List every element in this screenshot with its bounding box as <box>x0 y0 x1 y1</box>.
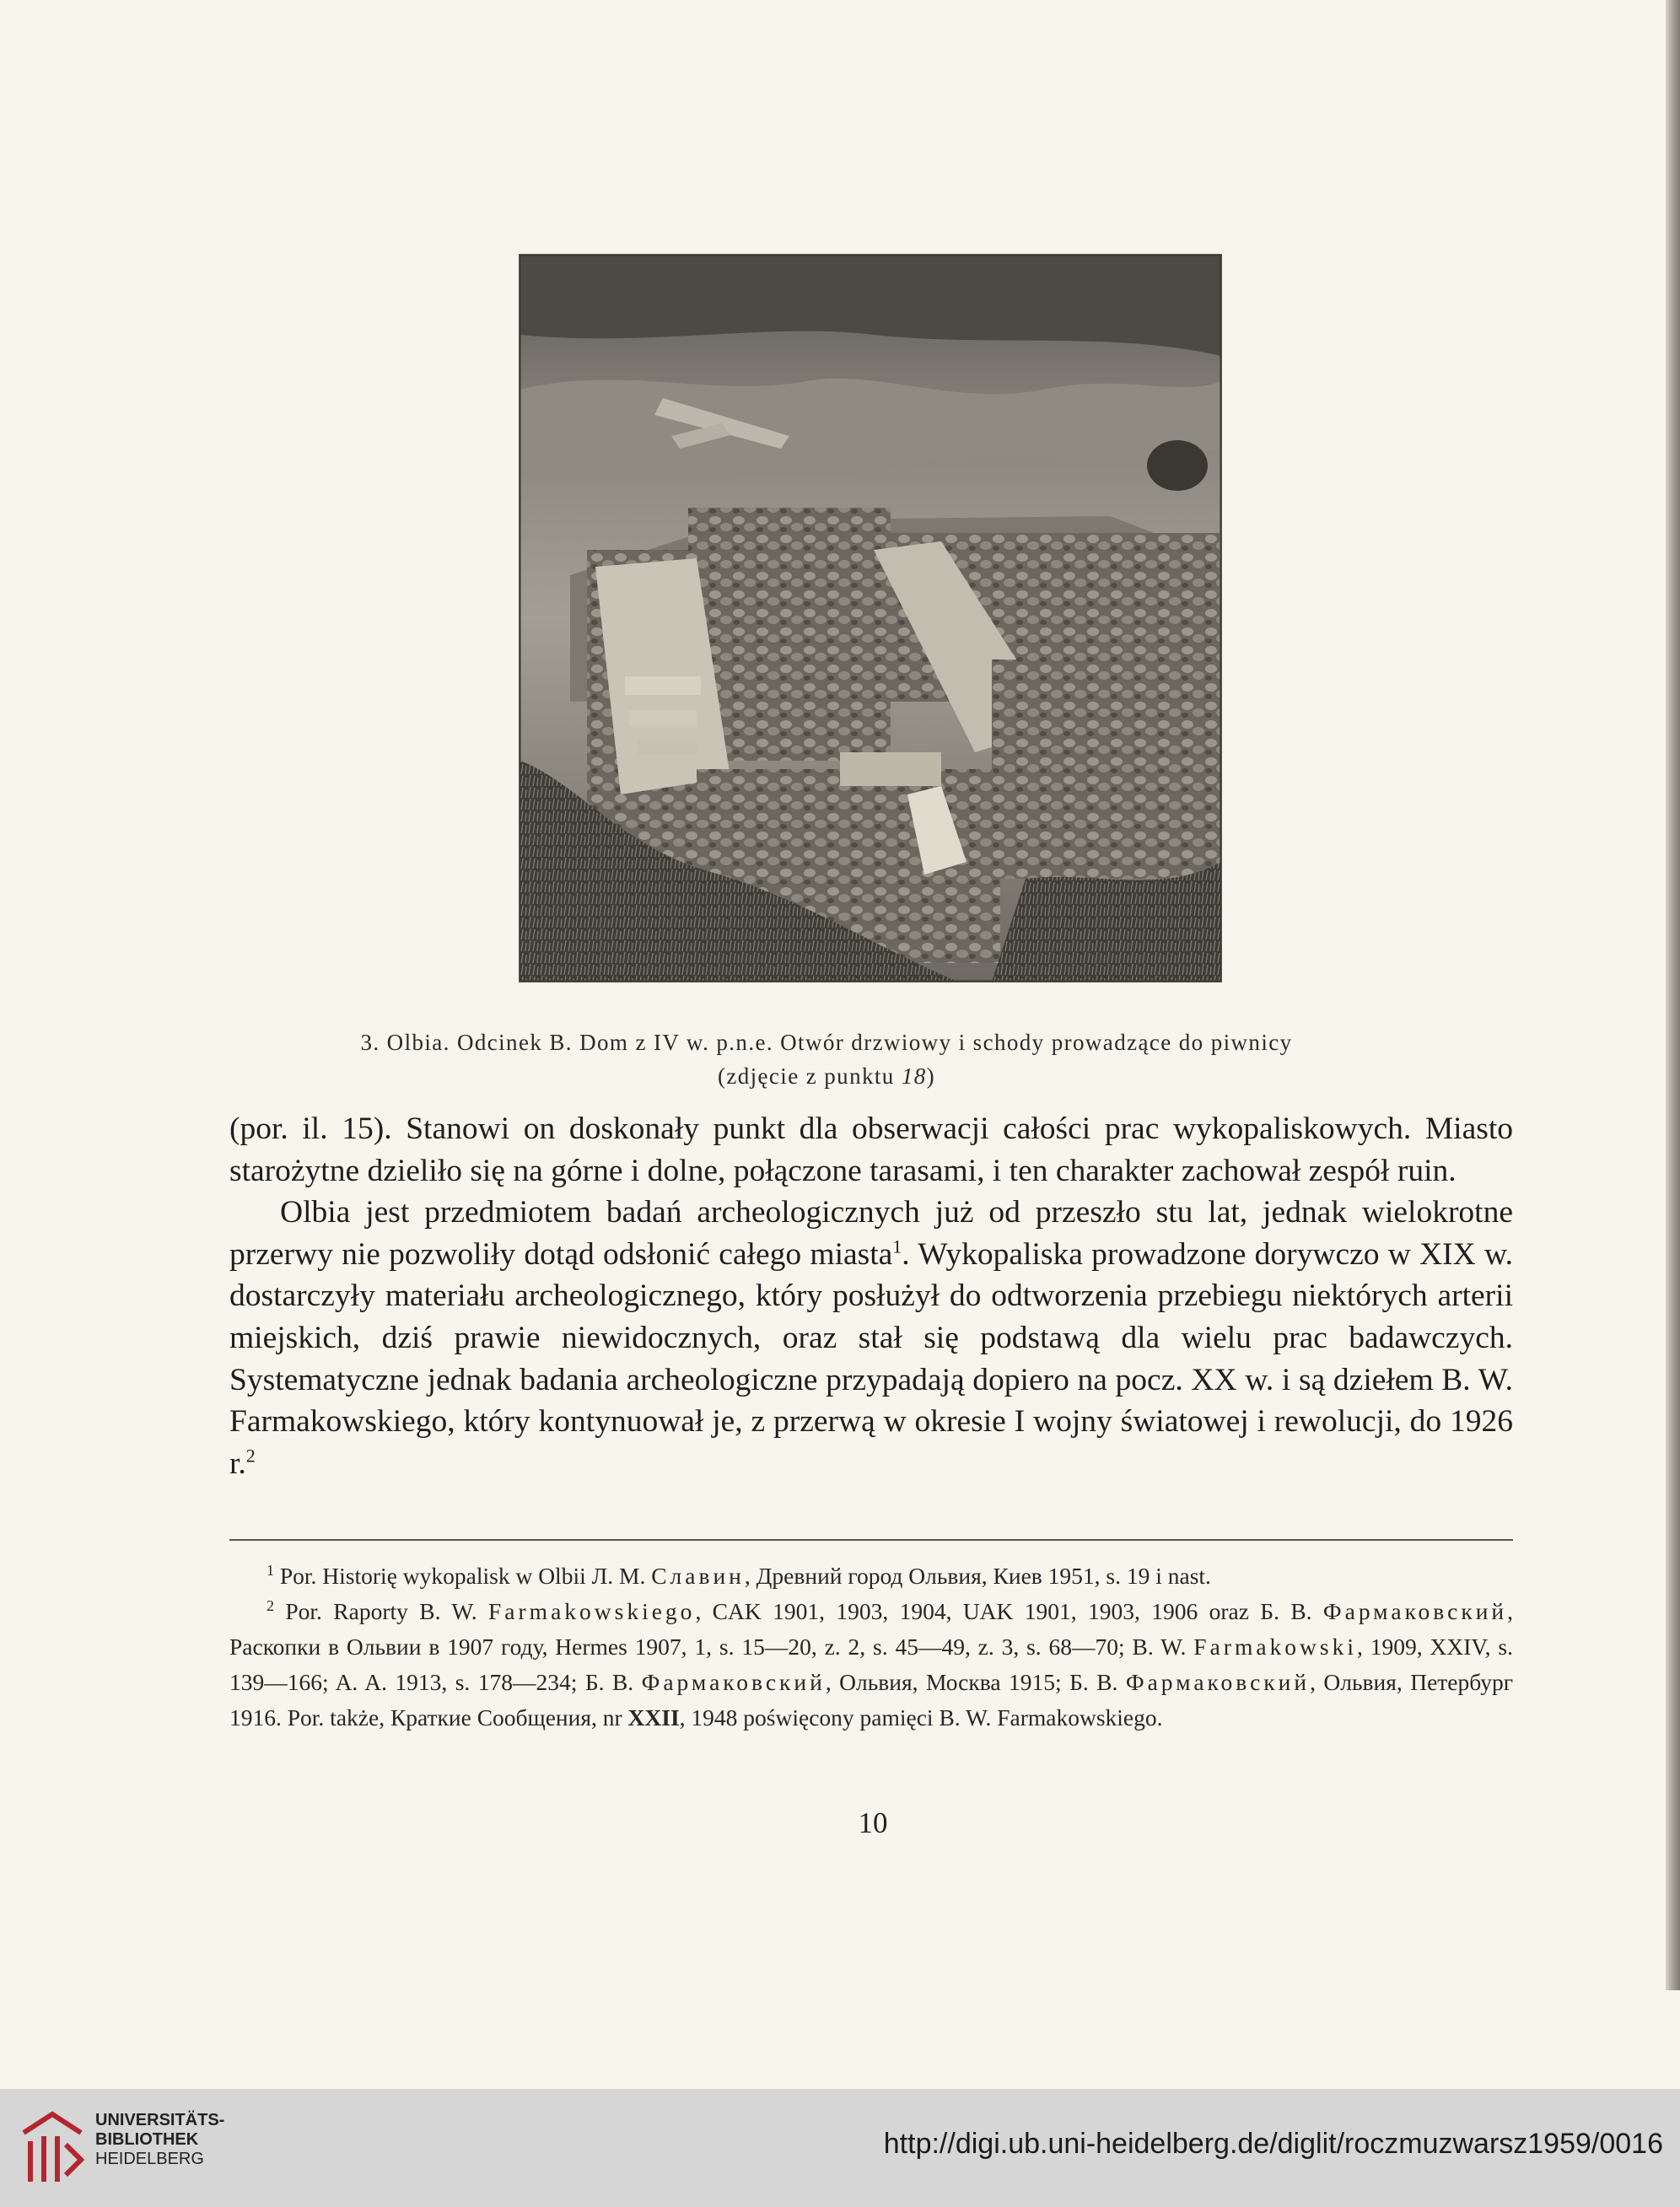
body-text <box>229 1108 1513 1484</box>
footer-bar <box>0 2089 1680 2207</box>
footnote-2-author-1: Farmakowskiego <box>488 1598 696 1624</box>
caption-line-2-end: ) <box>926 1063 936 1089</box>
footnote-1-text-b: , Древний город Ольвия, Киев 1951, s. 19 i nast. <box>744 1563 1211 1589</box>
library-name-line-1: UNIVERSITÄTS- <box>95 2111 225 2129</box>
footnote-1-number: 1 <box>267 1561 274 1579</box>
footnote-2-text-b: , CAK 1901, 1903, 1904, UAK 1901, 1903, 1906 oraz Б. В. <box>695 1598 1323 1624</box>
figure-caption <box>211 1025 1442 1093</box>
library-name-line-2: BIBLIOTHEK <box>95 2130 199 2149</box>
footnote-2-issue-number: XXII <box>627 1704 680 1731</box>
page-edge <box>1666 0 1680 1990</box>
footnote-2-text-a: Por. Raporty B. W. <box>285 1598 489 1624</box>
excavation-photo <box>520 255 1221 982</box>
footnote-2-author-4: Фармаковский <box>641 1669 826 1695</box>
caption-line-1: 3. Olbia. Odcinek B. Dom z IV w. p.n.e. Otwór drzwiowy i schody prowadzące do piwnicy <box>360 1030 1293 1055</box>
footnote-2 <box>229 1594 1513 1736</box>
footnote-2-text-f: , Ольвия, Петербург 1916. Por. także, Краткие Сообщения, nr <box>229 1669 1513 1731</box>
library-logo-icon[interactable] <box>19 2107 86 2188</box>
footnote-2-text-c: , Раскопки в Ольвии в 1907 году, Hermes 1907, 1, s. 15—20, z. 2, s. 45—49, z. 3, s. 68—70; B. W. <box>229 1598 1514 1660</box>
footnote-2-number: 2 <box>267 1596 274 1614</box>
footnote-2-author-3: Farmakowski <box>1193 1634 1358 1660</box>
footnote-1-text-a: Por. Historię wykopalisk w Olbii Л. М. <box>279 1563 652 1589</box>
footnote-2-text-g: , 1948 poświęcony pamięci B. W. Farmakowskiego. <box>679 1704 1163 1731</box>
footnote-2-author-5: Фармаковский <box>1125 1669 1311 1695</box>
caption-line-2-start: (zdjęcie z punktu <box>717 1063 902 1089</box>
body-paragraph-2-part-a: Olbia jest przedmiotem badań archeologicznych już od przeszło stu lat, jednak wielokrotne przerwy nie pozwoliły dotąd odsłonić całego miasta <box>229 1195 1513 1272</box>
caption-line-2 <box>211 1059 1442 1093</box>
library-name-line-3: HEIDELBERG <box>95 2150 204 2168</box>
footnote-1-author: Славин <box>651 1563 745 1589</box>
footnotes <box>229 1558 1513 1736</box>
footnote-1 <box>229 1558 1513 1594</box>
body-paragraph-2 <box>229 1192 1513 1484</box>
body-paragraph-2-part-b: . Wykopaliska prowadzone dorywczo w XIX w. dostarczyły materiału archeologicznego, który posłużył do odtworzenia przebiegu niektórych arterii miejskich, dziś prawie niewidocznych, oraz stał się podstawą dla wielu prac badawczych. Systematyczne jednak badania archeologiczne przypadają dopiero na pocz. XX w. i są dziełem B. W. Farmakowskiego, który kontynuował je, z przerwą w okresie I wojny światowej i rewolucji, do 1926 r. <box>229 1236 1513 1481</box>
footnote-divider <box>229 1539 1513 1541</box>
caption-photo-point: 18 <box>901 1063 927 1089</box>
permalink-url[interactable]: http://digi.ub.uni-heidelberg.de/diglit/roczmuzwarsz1959/0016 <box>883 2128 1663 2160</box>
page-number: 10 <box>858 1806 888 1839</box>
footnote-2-author-2: Фармаковский <box>1322 1598 1508 1624</box>
footnote-ref-1: 1 <box>892 1235 902 1257</box>
footnote-ref-2: 2 <box>245 1445 256 1467</box>
footnote-2-text-e: , Ольвия, Москва 1915; Б. В. <box>825 1669 1126 1695</box>
library-name[interactable] <box>95 2111 315 2169</box>
body-paragraph-1: (por. il. 15). Stanowi on doskonały punkt dla obserwacji całości prac wykopaliskowych. Miasto starożytne dzieliło się na górne i dolne, połączone tarasami, i ten charakter zachował zespół ruin. <box>229 1112 1513 1188</box>
footnote-2-text-d: , 1909, XXIV, s. 139—166; A. A. 1913, s. 178—234; Б. В. <box>229 1634 1513 1695</box>
